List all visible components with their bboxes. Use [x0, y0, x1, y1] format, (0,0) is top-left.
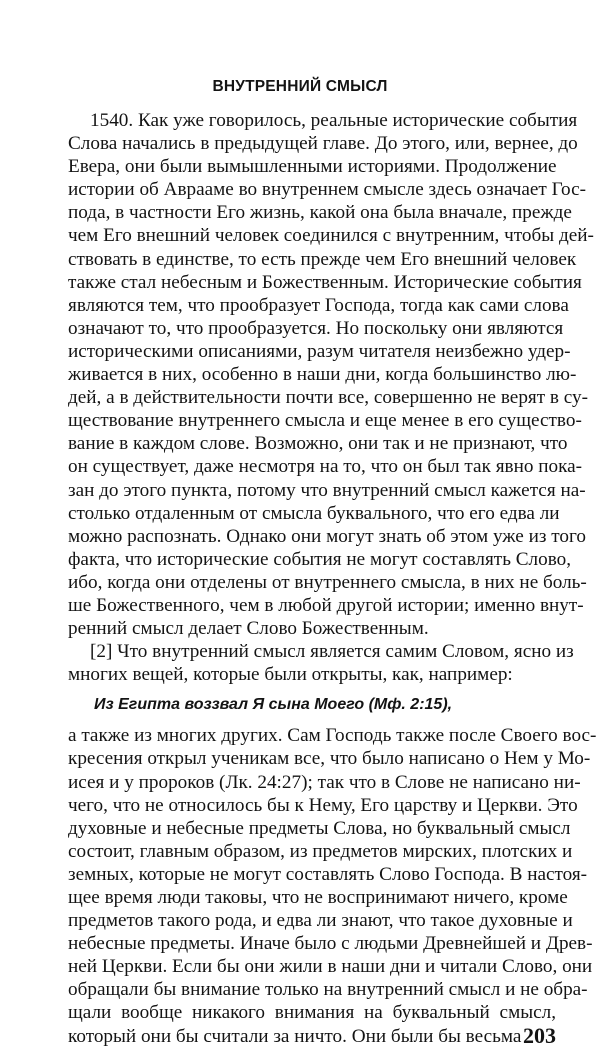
- text-line: чем Его внешний человек соединился с внутренним, чтобы дей-: [68, 225, 594, 247]
- page-number: 203: [523, 1022, 556, 1048]
- text-line: вание в каждом слове. Возможно, они так и не признают, что: [68, 433, 568, 455]
- text-line: щее время люди таковы, что не воспринимают ничего, кроме: [68, 887, 568, 908]
- text-line: ше Божественного, чем в любой другой истории; именно внут-: [68, 594, 584, 616]
- text-line: ней Церкви. Если бы они жили в наши дни и читали Слово, они: [68, 956, 593, 978]
- paragraph-1: [68, 109, 594, 640]
- text-line: живается в них, особенно в наши дни, когда большинство лю-: [68, 364, 577, 386]
- text-line: духовные и небесные предметы Слова, но буквальный смысл: [68, 817, 571, 839]
- text-line: ществование внутреннего смысла и еще менее в его существо-: [68, 410, 582, 432]
- text-line: ренний смысл делает Слово Божественным.: [68, 618, 429, 640]
- text-line: а также из многих других. Сам Господь также после Своего вос-: [68, 725, 597, 747]
- scripture-quote: Из Египта воззвал Я сына Моего (Мф. 2:15),: [94, 696, 453, 714]
- text-line: историческими описаниями, разум читателя неизбежно удер-: [68, 340, 571, 362]
- text-line: Слова начались в предыдущей главе. До этого, или, вернее, до: [68, 133, 578, 155]
- text-line: ибо, когда они отделены от внутреннего смысла, в них не боль-: [68, 571, 587, 593]
- paragraph-3: [68, 724, 597, 1048]
- paragraph-2: [68, 640, 574, 686]
- text-line: обращали бы внимание только на внутренний смысл и не обра-: [68, 979, 588, 1001]
- text-line: земных, которые не могут составлять Слово Господа. В настоя-: [68, 863, 588, 885]
- text-line: 1540. Как уже говорилось, реальные исторические события: [90, 110, 578, 131]
- text-line: исея и у пророков (Лк. 24:27); так что в Слове не написано ни-: [68, 771, 581, 793]
- body-text: [68, 109, 597, 1048]
- text-line: зан до этого пункта, потому что внутренний смысл кажется на-: [68, 479, 586, 501]
- text-line: означают то, что прообразуется. Но поскольку они являются: [68, 317, 564, 339]
- text-line: щали вообще никакого внимания на буквальный смысл,: [68, 1002, 556, 1024]
- text-line: являются тем, что прообразует Господа, тогда как сами слова: [68, 294, 569, 316]
- text-line: чего, что не относилось бы к Нему, Его царству и Церкви. Это: [68, 794, 578, 816]
- last-line-row: [68, 1022, 556, 1048]
- text-line: небесные предметы. Иначе было с людьми Древнейшей и Древ-: [68, 933, 593, 955]
- text-line: столько отдаленным от смысла буквального, что его едва ли: [68, 502, 560, 524]
- text-line: многих вещей, которые были открыты, как, например:: [68, 664, 513, 686]
- text-line: дей, а в действительности почти все, совершенно не верят в су-: [68, 387, 589, 409]
- text-line: он существует, даже несмотря на то, что он был так явно пока-: [68, 456, 583, 478]
- text-line: [2] Что внутренний смысл является самим Словом, ясно из: [90, 641, 574, 663]
- text-line: состоит, главным образом, из предметов мирских, плотских и: [68, 840, 573, 862]
- text-line: истории об Аврааме во внутреннем смысле здесь означает Гос-: [68, 179, 586, 201]
- text-line: ствовать в единстве, то есть прежде чем Его внешний человек: [68, 248, 577, 270]
- text-line: кресения открыл ученикам все, что было написано о Нем у Мо-: [68, 748, 591, 770]
- text-line: пода, в частности Его жизнь, какой она была вначале, прежде: [68, 202, 572, 224]
- text-line: предметов такого рода, и едва ли знают, что такое духовные и: [68, 910, 573, 932]
- text-line: Евера, они были вымышленными историями. Продолжение: [68, 156, 557, 178]
- text-line: который они бы считали за ничто. Они были бы весьма: [68, 1025, 522, 1047]
- text-line: можно распознать. Однако они могут знать об этом уже из того: [68, 525, 586, 547]
- text-line: также стал небесным и Божественным. Исторические события: [68, 271, 582, 293]
- text-line: факта, что исторические события не могут составлять Слово,: [68, 548, 572, 570]
- page-heading: ВНУТРЕННИЙ СМЫСЛ: [212, 78, 388, 95]
